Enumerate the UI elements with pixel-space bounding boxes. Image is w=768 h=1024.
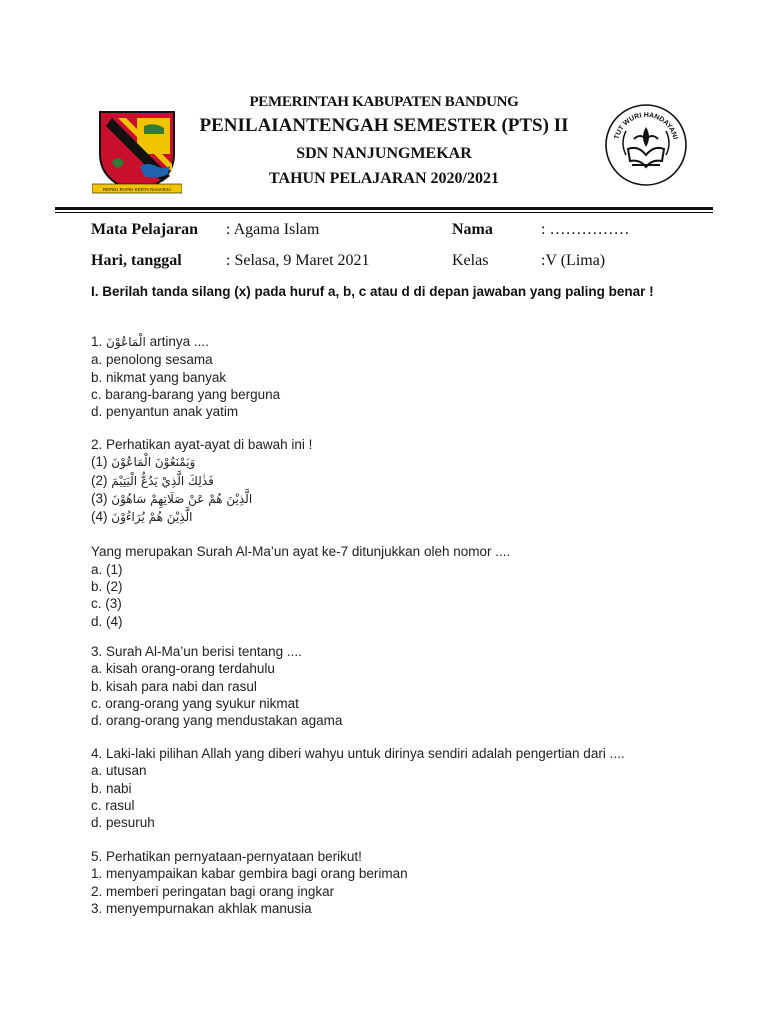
question-5-stem: 5. Perhatikan pernyataan-pernyataan berikut!	[91, 849, 362, 864]
arabic-word: الْمَاعُوْنَ	[106, 335, 146, 349]
option-c[interactable]: c. rasul	[91, 797, 135, 813]
option-d[interactable]: d. (4)	[91, 613, 123, 629]
statement-item: 2. memberi peringatan bagi orang ingkar	[91, 883, 335, 899]
date-label: Hari, tanggal	[91, 252, 182, 269]
option-a[interactable]: a. (1)	[91, 561, 123, 577]
school-name: SDN NANJUNGMEKAR	[296, 145, 472, 162]
svg-text:REPEH RAPIH KERTA RAHARJA: REPEH RAPIH KERTA RAHARJA	[102, 187, 172, 192]
academic-year: TAHUN PELAJARAN 2020/2021	[269, 170, 499, 187]
verse-item: (2) فَذٰلِكَ الَّذِيْ يَدُعُّ الْيَتِيْمَ	[91, 472, 214, 488]
date-value: : Selasa, 9 Maret 2021	[226, 252, 370, 269]
name-value: : ……………	[541, 221, 630, 238]
question-2-stem: 2. Perhatikan ayat-ayat di bawah ini !	[91, 437, 313, 452]
option-c[interactable]: c. orang-orang yang syukur nikmat	[91, 695, 299, 711]
question-2	[91, 436, 510, 630]
option-b[interactable]: b. nikmat yang banyak	[91, 369, 227, 385]
government-title: PEMERINTAH KABUPATEN BANDUNG	[249, 94, 519, 110]
question-4	[91, 745, 625, 831]
option-d[interactable]: d. orang-orang yang mendustakan agama	[91, 713, 343, 729]
option-a[interactable]: a. utusan	[91, 763, 147, 779]
verse-item: (1) وَيَمْنَعُوْنَ الْمَاعُوْنَ	[91, 454, 196, 470]
name-label: Nama	[452, 221, 493, 238]
question-1-stem: 1. الْمَاعُوْنَ artinya ....	[91, 334, 209, 349]
option-c[interactable]: c. (3)	[91, 596, 122, 612]
class-label: Kelas	[452, 252, 489, 269]
subject-label: Mata Pelajaran	[91, 221, 199, 238]
option-a[interactable]: a. penolong sesama	[91, 352, 213, 368]
header-divider-thin	[55, 212, 713, 213]
verse-item: (4) الَّذِيْنَ هُمْ يُرَاءُوْنَ	[91, 509, 193, 525]
option-c[interactable]: c. barang-barang yang berguna	[91, 386, 281, 402]
option-d[interactable]: d. pesuruh	[91, 815, 155, 831]
option-d[interactable]: d. penyantun anak yatim	[91, 404, 239, 420]
class-value: :V (Lima)	[541, 252, 606, 269]
option-b[interactable]: b. (2)	[91, 579, 123, 595]
instruction-text: I. Berilah tanda silang (x) pada huruf a, b, c atau d di depan jawaban yang paling benar !	[91, 284, 654, 299]
svg-text:TUT WURI HANDAYANI: TUT WURI HANDAYANI	[613, 111, 679, 141]
question-4-stem: 4. Laki-laki pilihan Allah yang diberi wahyu untuk dirinya sendiri adalah pengertian dari ....	[91, 746, 625, 761]
question-3	[91, 643, 342, 729]
header-divider	[55, 207, 713, 210]
statement-item: 1. menyampaikan kabar gembira bagi orang beriman	[91, 866, 408, 882]
statement-item: 3. menyempurnakan akhlak manusia	[91, 900, 312, 916]
verse-item: (3) الَّذِيْنَ هُمْ عَنْ صَلَاتِهِمْ سَاهُوْنَ	[91, 490, 253, 506]
option-b[interactable]: b. nabi	[91, 780, 132, 796]
question-5	[91, 848, 408, 917]
question-3-stem: 3. Surah Al-Ma’un berisi tentang ....	[91, 644, 302, 659]
option-b[interactable]: b. kisah para nabi dan rasul	[91, 678, 257, 694]
question-1	[91, 333, 280, 420]
question-2-question: Yang merupakan Surah Al-Ma’un ayat ke-7 ditunjukkan oleh nomor ....	[91, 544, 511, 560]
exam-title: PENILAIANTENGAH SEMESTER (PTS) II	[199, 115, 569, 136]
subject-value: : Agama Islam	[226, 221, 320, 238]
option-a[interactable]: a. kisah orang-orang terdahulu	[91, 661, 275, 677]
